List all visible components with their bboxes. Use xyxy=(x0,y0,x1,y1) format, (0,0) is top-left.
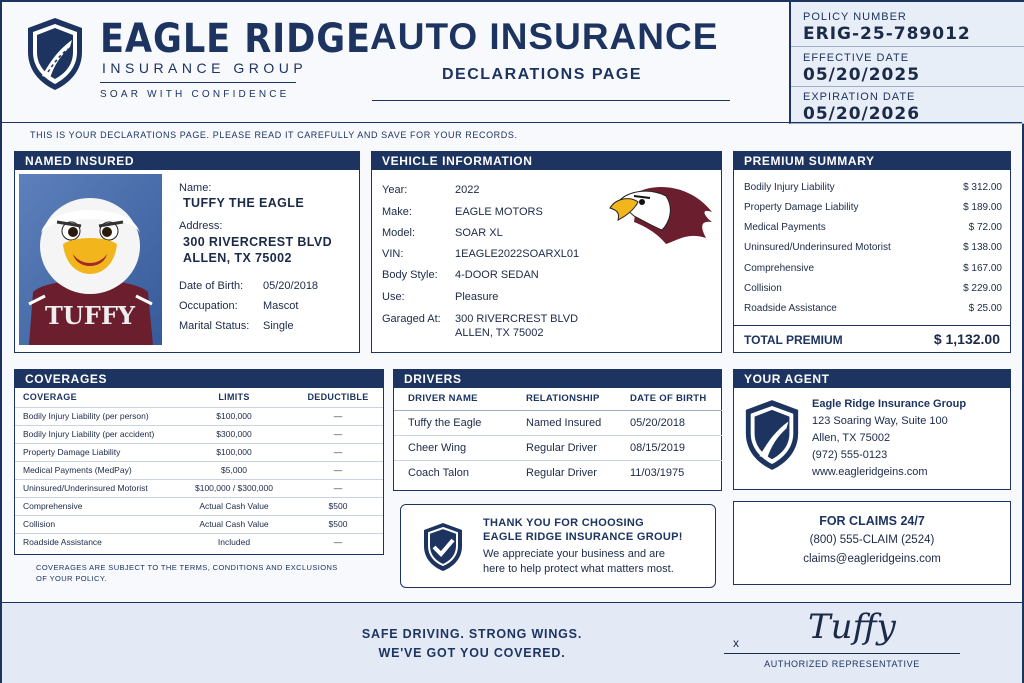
effective-date-label: EFFECTIVE DATE xyxy=(803,52,910,64)
table-row: Bodily Injury Liability (per accident) $300,000 — xyxy=(15,425,383,443)
policy-info-box xyxy=(789,2,1024,124)
total-premium-label: TOTAL PREMIUM xyxy=(744,333,843,347)
drivers-header: DRIVERS xyxy=(394,370,721,388)
column-header: DEDUCTIBLE xyxy=(307,392,369,403)
footer xyxy=(2,602,1022,683)
brand-subtitle: INSURANCE GROUP xyxy=(102,60,308,76)
shield-logo-icon xyxy=(24,16,86,92)
document-title: AUTO INSURANCE xyxy=(370,16,719,57)
policy-divider xyxy=(791,46,1024,47)
expiration-date-label: EXPIRATION DATE xyxy=(803,91,916,103)
vehicle-garaged-line2: ALLEN, TX 75002 xyxy=(455,327,544,339)
vehicle-panel xyxy=(371,151,722,353)
agent-street: 123 Soaring Way, Suite 100 xyxy=(812,415,948,427)
vehicle-year: 2022 xyxy=(455,184,480,196)
brand-tagline: SOAR WITH CONFIDENCE xyxy=(100,89,290,100)
premium-row: Medical Payments $ 72.00 xyxy=(744,222,1002,233)
premium-header: PREMIUM SUMMARY xyxy=(734,152,1010,170)
address-label: Address: xyxy=(179,220,223,232)
vehicle-model-label: Model: xyxy=(382,227,416,239)
thanks-line1: THANK YOU FOR CHOOSING xyxy=(483,517,645,529)
drivers-table xyxy=(394,388,722,485)
vehicle-use-label: Use: xyxy=(382,291,405,303)
title-divider xyxy=(372,100,730,101)
column-header: LIMITS xyxy=(218,392,250,403)
premium-row: Roadside Assistance $ 25.00 xyxy=(744,303,1002,314)
policy-number-label: POLICY NUMBER xyxy=(803,11,907,23)
thanks-line4: here to help protect what matters most. xyxy=(483,563,674,575)
table-row: Collision Actual Cash Value $500 xyxy=(15,515,383,533)
signature-x-mark: x xyxy=(733,636,739,650)
claims-box xyxy=(733,501,1011,585)
thank-you-box xyxy=(400,504,716,588)
drivers-panel xyxy=(393,369,722,491)
vehicle-model: SOAR XL xyxy=(455,227,503,239)
named-insured-panel xyxy=(14,151,360,353)
eagle-head-icon xyxy=(608,182,714,246)
address-line2: ALLEN, TX 75002 xyxy=(183,251,292,265)
column-header: DRIVER NAME xyxy=(394,388,512,410)
footer-slogan-line1: SAFE DRIVING. STRONG WINGS. xyxy=(361,627,583,641)
agent-header: YOUR AGENT xyxy=(734,370,1010,388)
coverages-panel xyxy=(14,369,384,555)
insured-name: TUFFY THE EAGLE xyxy=(183,196,305,210)
signature: Tuffy xyxy=(808,607,896,647)
shield-logo-icon xyxy=(742,398,802,472)
brand-name: EAGLE RIDGE xyxy=(100,16,371,62)
table-row: Cheer Wing Regular Driver 08/15/2019 xyxy=(394,435,722,460)
policy-divider xyxy=(791,86,1024,87)
vehicle-body-label: Body Style: xyxy=(382,269,438,281)
vehicle-body-style: 4-DOOR SEDAN xyxy=(455,269,539,281)
premium-row: Property Damage Liability $ 189.00 xyxy=(744,202,1002,213)
named-insured-header: NAMED INSURED xyxy=(15,152,359,170)
effective-date: 05/20/2025 xyxy=(803,65,921,85)
insured-dob: 05/20/2018 xyxy=(263,280,319,292)
table-header-row xyxy=(394,388,722,410)
shield-check-icon xyxy=(421,521,465,573)
table-row: Bodily Injury Liability (per person) $100,000 — xyxy=(15,407,383,425)
occupation-label: Occupation: xyxy=(179,300,238,312)
thanks-line2: EAGLE RIDGE INSURANCE GROUP! xyxy=(483,531,683,543)
premium-row: Collision $ 229.00 xyxy=(744,283,1002,294)
vehicle-make-label: Make: xyxy=(382,206,412,218)
signature-line xyxy=(724,653,960,654)
total-premium-value: $ 1,132.00 xyxy=(933,331,1000,347)
address-line1: 300 RIVERCREST BLVD xyxy=(183,235,333,249)
agent-panel xyxy=(733,369,1011,490)
table-row: Comprehensive Actual Cash Value $500 xyxy=(15,497,383,515)
vehicle-header: VEHICLE INFORMATION xyxy=(372,152,721,170)
premium-row: Uninsured/Underinsured Motorist $ 138.00 xyxy=(744,242,1002,253)
agent-city: Allen, TX 75002 xyxy=(812,432,891,444)
table-row: Property Damage Liability $100,000 — xyxy=(15,443,383,461)
premium-row: Comprehensive $ 167.00 xyxy=(744,263,1002,274)
coverages-header: COVERAGES xyxy=(15,370,383,388)
vehicle-garaged-line1: 300 RIVERCREST BLVD xyxy=(455,313,579,325)
dob-label: Date of Birth: xyxy=(179,280,244,292)
brand-divider xyxy=(100,82,296,83)
insured-occupation: Mascot xyxy=(263,300,299,312)
policy-number: ERIG-25-789012 xyxy=(803,24,971,44)
thanks-line3: We appreciate your business and are xyxy=(483,548,666,560)
claims-email-link[interactable]: claims@eagleridgeins.com xyxy=(803,553,941,565)
premium-panel xyxy=(733,151,1011,353)
agent-name: Eagle Ridge Insurance Group xyxy=(812,398,967,410)
table-row: Tuffy the Eagle Named Insured 05/20/2018 xyxy=(408,416,686,429)
table-row: Roadside Assistance Included — xyxy=(15,533,383,551)
coverages-note-line2: OF YOUR POLICY. xyxy=(36,574,107,583)
premium-divider xyxy=(734,325,1010,326)
footer-slogan-line2: WE'VE GOT YOU COVERED. xyxy=(378,646,566,660)
table-row: Coach Talon Regular Driver 11/03/1975 xyxy=(394,460,722,485)
column-header: RELATIONSHIP xyxy=(512,388,616,410)
claims-title: FOR CLAIMS 24/7 xyxy=(819,514,925,528)
column-header: DATE OF BIRTH xyxy=(616,388,722,410)
vehicle-use: Pleasure xyxy=(455,291,499,303)
coverages-note-line1: COVERAGES ARE SUBJECT TO THE TERMS, CONDITIONS AND EXCLUSIONS xyxy=(36,563,338,572)
vehicle-make: EAGLE MOTORS xyxy=(455,206,543,218)
claims-phone[interactable]: (800) 555-CLAIM (2524) xyxy=(809,534,935,546)
expiration-date: 05/20/2026 xyxy=(803,104,921,124)
vehicle-garaged-label: Garaged At: xyxy=(382,313,441,325)
table-row: Medical Payments (MedPay) $5,000 — xyxy=(15,461,383,479)
agent-website-link[interactable]: www.eagleridgeins.com xyxy=(812,466,928,478)
marital-label: Marital Status: xyxy=(179,320,250,332)
insured-marital-status: Single xyxy=(263,320,294,332)
insured-photo xyxy=(19,174,162,345)
table-row: Uninsured/Underinsured Motorist $100,000 / $300,000 — xyxy=(15,479,383,497)
name-label: Name: xyxy=(179,182,212,194)
vehicle-vin-label: VIN: xyxy=(382,248,404,260)
signature-label: AUTHORIZED REPRESENTATIVE xyxy=(764,659,920,669)
header-divider xyxy=(2,122,1022,123)
table-header-row xyxy=(15,388,383,407)
vehicle-vin: 1EAGLE2022SOARXL01 xyxy=(455,248,580,260)
vehicle-year-label: Year: xyxy=(382,184,408,196)
document-subtitle: DECLARATIONS PAGE xyxy=(441,66,643,83)
column-header: COVERAGE xyxy=(23,392,77,403)
jersey-text: TUFFY xyxy=(45,301,135,330)
coverages-table xyxy=(15,388,383,551)
declarations-notice: THIS IS YOUR DECLARATIONS PAGE. PLEASE READ IT CAREFULLY AND SAVE FOR YOUR RECORDS. xyxy=(30,130,518,140)
agent-phone[interactable]: (972) 555-0123 xyxy=(812,449,888,461)
premium-row: Bodily Injury Liability $ 312.00 xyxy=(744,182,1002,193)
